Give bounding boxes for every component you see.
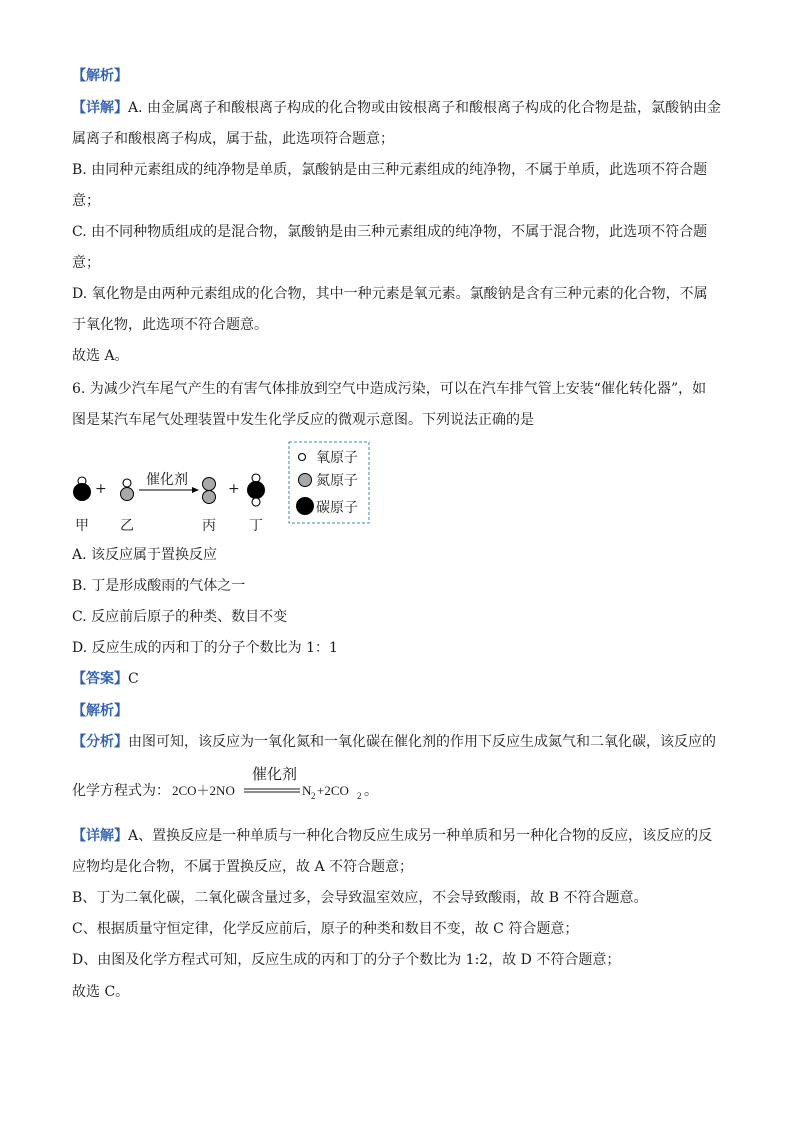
plus-sign-2: + [228, 481, 240, 497]
detail-line-1-text: A. 由金属离子和酸根离子构成的化合物或由铵根离子和酸根离子构成的化合物是盐，氯酸钠由金 [128, 100, 722, 116]
conclusion-2: 故选 C。 [72, 984, 130, 1000]
legend [289, 442, 369, 523]
detail2-line-2: 应物均是化合物，不属于置换反应，故 A 不符合题意； [72, 859, 414, 875]
option-a: A. 该反应属于置换反应 [72, 547, 218, 563]
label-jia: 甲 [75, 518, 89, 534]
equation-catalyst: 催化剂 [252, 765, 298, 783]
carbon-atom [248, 482, 265, 499]
legend-oxygen-icon [299, 454, 306, 461]
oxygen-atom [252, 474, 260, 482]
label-bing: 丙 [202, 518, 216, 534]
detail2-line-5: D、由图及化学方程式可知，反应生成的丙和丁的分子个数比为 1:2，故 D 不符合题意； [72, 952, 621, 968]
detail2-line-1 [72, 826, 712, 846]
reaction-diagram [0, 436, 794, 536]
question-stem-2: 图是某汽车尾气处理装置中发生化学反应的微观示意图。下列说法正确的是 [72, 412, 534, 428]
detail-line-7: D. 氧化物是由两种元素组成的化合物，其中一种元素是氧元素。氯酸钠是含有三种元素的化合物，不属 [72, 286, 708, 302]
detail2-line-4: C、根据质量守恒定律，化学反应前后，原子的种类和数目不变，故 C 符合题意； [72, 921, 579, 937]
molecule-ding [248, 474, 265, 506]
detail-line-5: C. 由不同种物质组成的是混合物，氯酸钠是由三种元素组成的纯净物，不属于混合物，此选项不符合题 [72, 224, 708, 240]
option-b: B. 丁是形成酸雨的气体之一 [72, 578, 246, 594]
molecule-yi [121, 479, 134, 501]
equation-right-n: N [302, 783, 312, 798]
detail-line-3: B. 由同种元素组成的纯净物是单质，氯酸钠是由三种元素组成的纯净物，不属于单质，此选项不符合题 [72, 162, 708, 178]
fenxi-line-1 [72, 732, 716, 752]
analysis-tag: 【解析】 [72, 68, 128, 84]
molecule-jia [74, 477, 91, 501]
detail-line-1 [72, 98, 721, 118]
equation-right-co2: +2CO [317, 783, 349, 798]
option-d: D. 反应生成的丙和丁的分子个数比为 1：1 [72, 640, 338, 656]
oxygen-atom [252, 498, 260, 506]
equation-line [72, 762, 492, 806]
chemical-equation [72, 762, 492, 806]
detail-line-8: 于氧化物，此选项不符合题意。 [72, 317, 268, 333]
detail2-line-3: B、丁为二氧化碳，二氧化碳含量过多，会导致温室效应，不会导致酸雨，故 B 不符合题意。 [72, 890, 648, 906]
fenxi-line-1-text: 由图可知，该反应为一氧化氮和一氧化碳在催化剂的作用下反应生成氮气和二氧化碳，该反应的 [128, 734, 716, 750]
detail-line-4: 意； [72, 193, 100, 209]
catalyst-label: 催化剂 [146, 472, 188, 488]
detail-line-2: 属离子和酸根离子构成，属于盐，此选项符合题意； [72, 131, 394, 147]
analysis-heading-2 [72, 701, 128, 721]
detail2-line-1-text: A、置换反应是一种单质与一种化合物反应生成另一种单质和另一种化合物的反应，该反应的反 [128, 828, 713, 844]
legend-carbon-icon [297, 498, 314, 515]
fenxi-tag: 【分析】 [72, 734, 128, 750]
nitrogen-atom [203, 478, 216, 491]
answer-tag: 【答案】 [72, 671, 128, 687]
molecule-bing [203, 478, 216, 504]
equation-prefix: 化学方程式为： [72, 783, 170, 799]
question-stem-1: 6. 为减少汽车尾气产生的有害气体排放到空气中造成污染，可以在汽车排气管上安装“催化转化器”，如 [72, 381, 707, 397]
nitrogen-atom [121, 488, 134, 501]
conclusion-1: 故选 A。 [72, 348, 129, 364]
label-yi: 乙 [120, 518, 134, 534]
equation-n-subscript: 2 [311, 791, 316, 801]
plus-sign-1: + [95, 481, 107, 497]
legend-carbon: 碳原子 [316, 500, 358, 516]
detail2-tag: 【详解】 [72, 828, 128, 844]
oxygen-atom [123, 479, 131, 487]
answer-value: C [128, 671, 139, 687]
carbon-atom [74, 484, 91, 501]
arrow-head-icon [192, 487, 199, 493]
option-c: C. 反应前后原子的种类、数目不变 [72, 609, 288, 625]
answer-line [72, 669, 139, 689]
legend-nitrogen: 氮原子 [316, 473, 358, 489]
detail-line-6: 意； [72, 255, 100, 271]
equation-co2-subscript: 2 [357, 791, 362, 801]
detail-tag: 【详解】 [72, 100, 128, 116]
equation-left: 2CO＋2NO [172, 783, 235, 798]
legend-oxygen: 氧原子 [316, 450, 358, 466]
nitrogen-atom [203, 491, 216, 504]
analysis-heading [72, 66, 128, 86]
analysis-tag-2: 【解析】 [72, 703, 128, 719]
label-ding: 丁 [249, 518, 263, 534]
legend-nitrogen-icon [299, 474, 312, 487]
equation-end: 。 [364, 783, 378, 799]
